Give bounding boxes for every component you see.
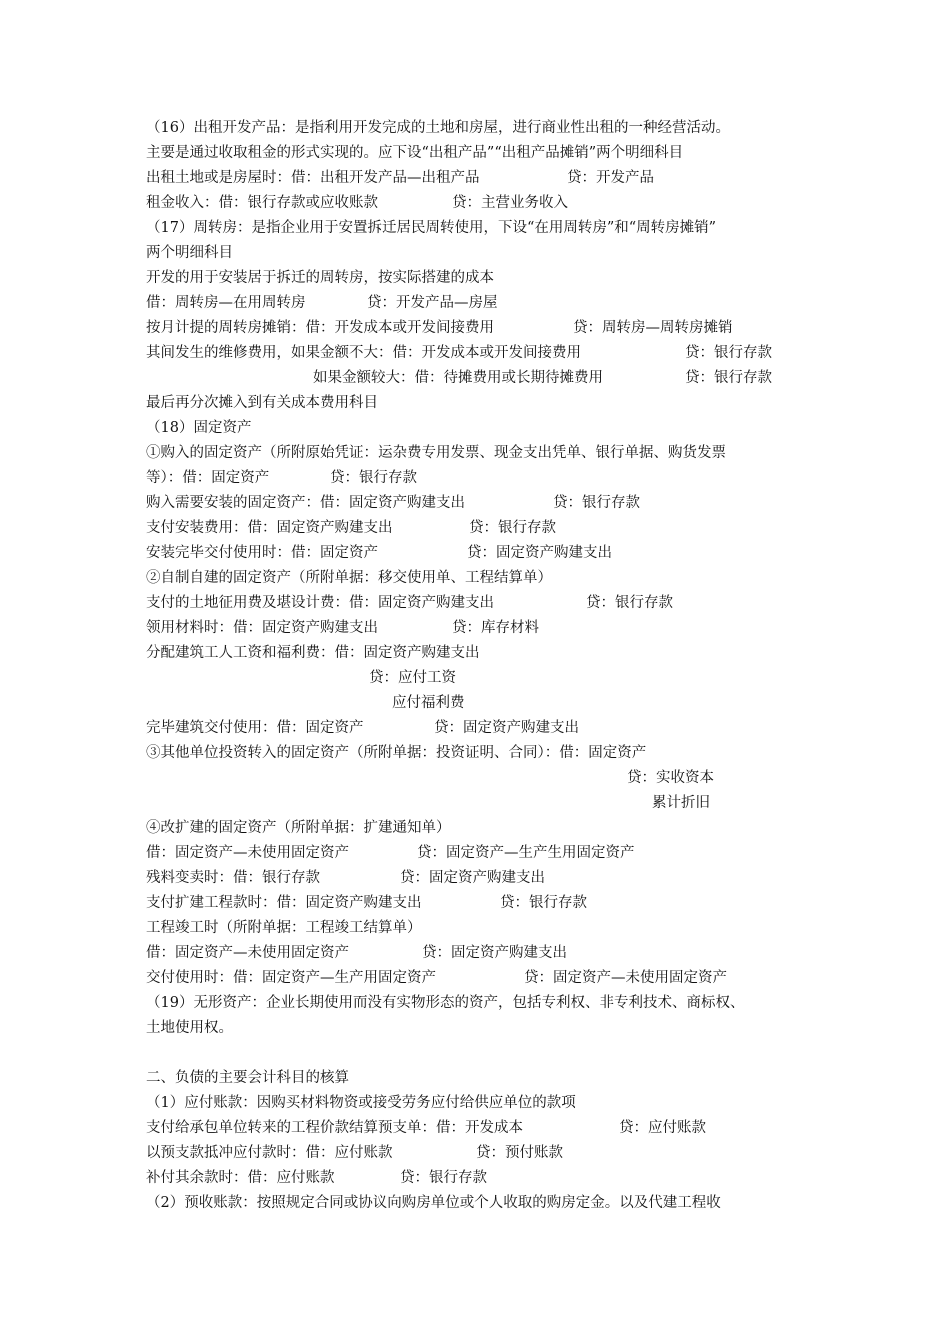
- text-line: [146, 516, 393, 540]
- credit-entry: 贷：固定资产购建支出: [400, 870, 545, 886]
- text-line: [146, 841, 349, 865]
- text-line: [146, 641, 480, 665]
- credit-entry: 贷：固定资产购建支出: [422, 945, 567, 961]
- text-line: [146, 391, 378, 415]
- credit-entry: 贷：开发产品: [567, 170, 654, 186]
- debit-entry: 交付使用时：借：固定资产—生产用固定资产: [146, 970, 436, 986]
- debit-entry: 支付的土地征用费及堪设计费：借：固定资产购建支出: [146, 595, 494, 611]
- credit-entry: 贷：固定资产购建支出: [434, 720, 579, 736]
- debit-entry: 租金收入：借：银行存款或应收账款: [146, 195, 378, 211]
- text-line: [146, 441, 726, 465]
- text-line: [146, 266, 494, 290]
- credit-entry: 贷：固定资产购建支出: [467, 545, 612, 561]
- text-line: [146, 166, 480, 190]
- text-line: [146, 941, 349, 965]
- text-line: [146, 741, 646, 765]
- debit-entry: 借：固定资产—未使用固定资产: [146, 845, 349, 861]
- debit-entry: 支付给承包单位转来的工程价款结算预支单：借：开发成本: [146, 1120, 523, 1136]
- credit-entry: 应付福利费: [392, 695, 465, 711]
- text: （19）无形资产：企业长期使用而没有实物形态的资产，包括专利权、非专利技术、商标权、: [146, 995, 745, 1011]
- text-line: [146, 1066, 349, 1090]
- text-line: [469, 516, 556, 540]
- credit-entry: 贷：固定资产—未使用固定资产: [524, 970, 727, 986]
- debit-entry: 借：周转房—在用周转房: [146, 295, 306, 311]
- text-line: [146, 216, 716, 240]
- text: ①购入的固定资产（所附原始凭证：运杂费专用发票、现金支出凭单、银行单据、购货发票: [146, 445, 726, 461]
- text-line: [146, 1141, 393, 1165]
- text-line: [567, 166, 654, 190]
- debit-entry: ③其他单位投资转入的固定资产（所附单据：投资证明、合同）：借：固定资产: [146, 745, 647, 761]
- text-line: [146, 1016, 233, 1040]
- text-line: [146, 616, 378, 640]
- text-line: [313, 366, 603, 390]
- text: 土地使用权。: [146, 1020, 233, 1036]
- text-line: [434, 716, 579, 740]
- text-line: [146, 241, 233, 265]
- text-line: [146, 316, 494, 340]
- text: （17）周转房：是指企业用于安置拆迁居民周转使用，下设“在用周转房”和“周转房摊销”: [146, 220, 717, 236]
- text-line: [417, 841, 635, 865]
- text-line: [452, 616, 539, 640]
- debit-entry: 补付其余款时：借：应付账款: [146, 1170, 335, 1186]
- text-line: [619, 1116, 706, 1140]
- section-heading: （18）固定资产: [146, 420, 252, 436]
- credit-entry: 贷：银行存款: [685, 370, 772, 386]
- credit-entry: 贷：应付账款: [619, 1120, 706, 1136]
- text-line: [146, 816, 451, 840]
- debit-entry: 以预支款抵冲应付款时：借：应付账款: [146, 1145, 393, 1161]
- text-line: [146, 491, 465, 515]
- text-line: [330, 466, 417, 490]
- text-line: [146, 1191, 721, 1215]
- credit-entry: 贷：固定资产—生产生用固定资产: [417, 845, 635, 861]
- debit-entry: 按月计提的周转房摊销：借：开发成本或开发间接费用: [146, 320, 494, 336]
- debit-entry: 残料变卖时：借：银行存款: [146, 870, 320, 886]
- text-line: [146, 891, 422, 915]
- debit-entry: 如果金额较大：借：待摊费用或长期待摊费用: [313, 370, 603, 386]
- text-line: [146, 866, 320, 890]
- text: ②自制自建的固定资产（所附单据：移交使用单、工程结算单）: [146, 570, 552, 586]
- debit-entry: 安装完毕交付使用时：借：固定资产: [146, 545, 378, 561]
- text-line: [685, 341, 772, 365]
- text: （16）出租开发产品：是指利用开发完成的土地和房屋，进行商业性出租的一种经营活动。: [146, 120, 730, 136]
- credit-entry: 贷：应付工资: [369, 670, 456, 686]
- text-line: [553, 491, 640, 515]
- text-line: [146, 1091, 576, 1115]
- debit-entry: 等）：借：固定资产: [146, 470, 270, 486]
- text-line: [400, 1166, 487, 1190]
- debit-entry: 支付扩建工程款时：借：固定资产购建支出: [146, 895, 422, 911]
- text-line: [467, 541, 612, 565]
- debit-entry: 借：固定资产—未使用固定资产: [146, 945, 349, 961]
- credit-entry: 贷：库存材料: [452, 620, 539, 636]
- debit-entry: 支付安装费用：借：固定资产购建支出: [146, 520, 393, 536]
- text: （2）预收账款：按照规定合同或协议向购房单位或个人收取的购房定金。以及代建工程收: [146, 1195, 721, 1211]
- credit-entry: 贷：银行存款: [586, 595, 673, 611]
- text-line: [452, 191, 568, 215]
- text-line: [422, 941, 567, 965]
- credit-entry: 贷：开发产品—房屋: [367, 295, 498, 311]
- text-line: [524, 966, 727, 990]
- debit-entry: 出租土地或是房屋时：借：出租开发产品—出租产品: [146, 170, 480, 186]
- text-line: [627, 766, 714, 790]
- text-line: [392, 691, 465, 715]
- text-line: [586, 591, 673, 615]
- text-line: [500, 891, 587, 915]
- text-line: [146, 191, 378, 215]
- credit-entry: 贷：银行存款: [685, 345, 772, 361]
- text-line: [146, 116, 730, 140]
- text-line: [573, 316, 733, 340]
- text-line: [369, 666, 456, 690]
- text-line: [685, 366, 772, 390]
- debit-entry: 购入需要安装的固定资产：借：固定资产购建支出: [146, 495, 465, 511]
- text: 两个明细科目: [146, 245, 233, 261]
- text-line: [367, 291, 498, 315]
- credit-entry: 贷：主营业务收入: [452, 195, 568, 211]
- text: 最后再分次摊入到有关成本费用科目: [146, 395, 378, 411]
- text-line: [400, 866, 545, 890]
- credit-entry: 贷：银行存款: [469, 520, 556, 536]
- credit-entry: 贷：银行存款: [330, 470, 417, 486]
- text-line: [146, 466, 269, 490]
- text-line: [146, 541, 378, 565]
- debit-entry: 其间发生的维修费用，如果金额不大：借：开发成本或开发间接费用: [146, 345, 581, 361]
- text-line: [146, 1166, 335, 1190]
- text-line: [146, 916, 422, 940]
- credit-entry: 贷：银行存款: [500, 895, 587, 911]
- text: 开发的用于安装居于拆迁的周转房，按实际搭建的成本: [146, 270, 494, 286]
- text-line: [476, 1141, 563, 1165]
- credit-entry: 贷：银行存款: [553, 495, 640, 511]
- text-line: [146, 291, 306, 315]
- credit-entry: 贷：银行存款: [400, 1170, 487, 1186]
- text: ④改扩建的固定资产（所附单据：扩建通知单）: [146, 820, 451, 836]
- section-heading: 二、负债的主要会计科目的核算: [146, 1070, 349, 1086]
- text-line: [146, 341, 581, 365]
- credit-entry: 贷：周转房—周转房摊销: [573, 320, 733, 336]
- text-line: [146, 716, 364, 740]
- text-line: [146, 991, 744, 1015]
- credit-entry: 贷：预付账款: [476, 1145, 563, 1161]
- text-line: [146, 966, 436, 990]
- text-line: [146, 141, 683, 165]
- text-line: [146, 591, 494, 615]
- text-line: [652, 791, 710, 815]
- debit-entry: 完毕建筑交付使用：借：固定资产: [146, 720, 364, 736]
- text-line: [146, 416, 251, 440]
- text-line: [146, 1116, 523, 1140]
- text-line: [146, 566, 552, 590]
- debit-entry: 分配建筑工人工资和福利费：借：固定资产购建支出: [146, 645, 480, 661]
- credit-entry: 贷：实收资本: [627, 770, 714, 786]
- text: （1）应付账款：因购买材料物资或接受劳务应付给供应单位的款项: [146, 1095, 576, 1111]
- text: 工程竣工时（所附单据：工程竣工结算单）: [146, 920, 422, 936]
- debit-entry: 领用材料时：借：固定资产购建支出: [146, 620, 378, 636]
- text: 主要是通过收取租金的形式实现的。应下设“出租产品”“出租产品摊销”两个明细科目: [146, 145, 684, 161]
- credit-entry: 累计折旧: [652, 795, 710, 811]
